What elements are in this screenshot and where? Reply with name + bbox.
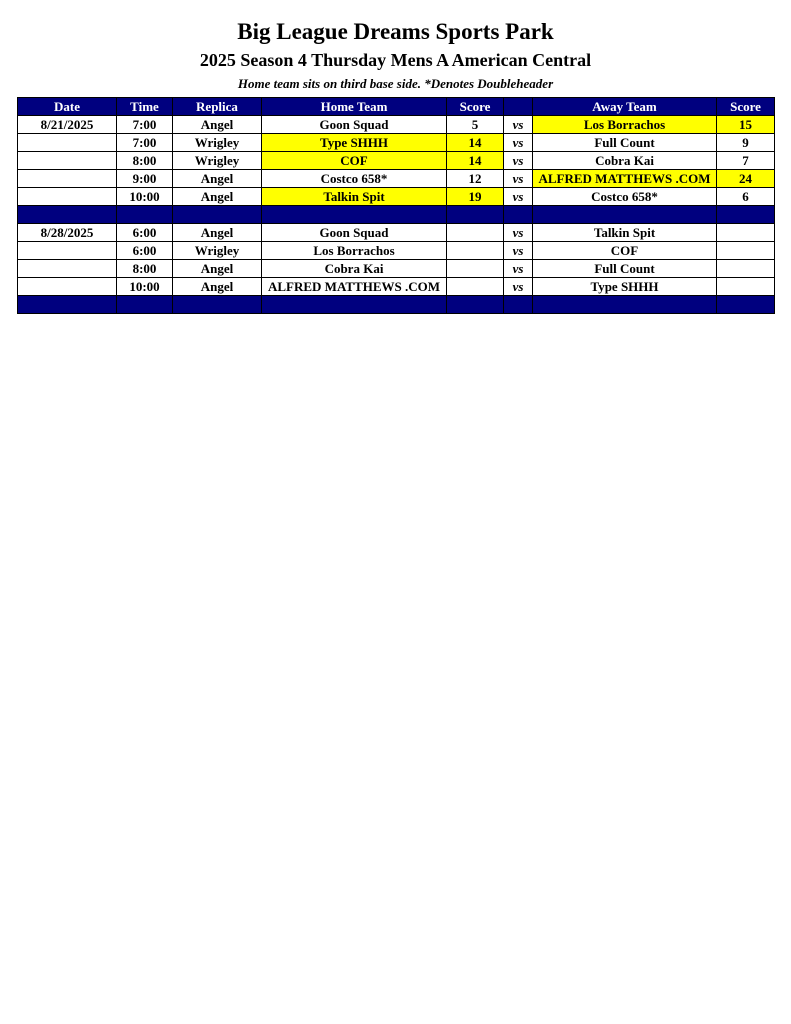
table-row <box>18 188 775 206</box>
home-score-winner: 19 <box>447 188 504 206</box>
vs-label: vs <box>504 260 533 278</box>
game-date <box>18 188 117 206</box>
vs-label: vs <box>504 152 533 170</box>
vs-label: vs <box>504 224 533 242</box>
game-date <box>18 278 117 296</box>
table-row <box>18 242 775 260</box>
away-team: Full Count <box>533 134 717 152</box>
away-score-winner: 24 <box>717 170 775 188</box>
home-score-winner: 14 <box>447 134 504 152</box>
header-row <box>18 98 775 116</box>
week-separator <box>18 206 775 224</box>
game-time: 10:00 <box>117 278 173 296</box>
col-home-team-header: Home Team <box>262 98 447 116</box>
game-field: Wrigley <box>173 134 262 152</box>
away-score: 9 <box>717 134 775 152</box>
game-time: 7:00 <box>117 134 173 152</box>
home-score <box>447 260 504 278</box>
home-team-winner: COF <box>262 152 447 170</box>
game-date <box>18 152 117 170</box>
game-time: 7:00 <box>117 116 173 134</box>
game-time: 9:00 <box>117 170 173 188</box>
col-away-score-header: Score <box>717 98 775 116</box>
game-field: Angel <box>173 170 262 188</box>
away-team: Type SHHH <box>533 278 717 296</box>
vs-label: vs <box>504 170 533 188</box>
vs-label: vs <box>504 116 533 134</box>
home-score <box>447 224 504 242</box>
game-date <box>18 242 117 260</box>
page-title: Big League Dreams Sports Park <box>237 19 554 44</box>
game-time: 6:00 <box>117 242 173 260</box>
col-away-team-header: Away Team <box>533 98 717 116</box>
game-field: Wrigley <box>173 242 262 260</box>
away-score <box>717 260 775 278</box>
vs-label: vs <box>504 278 533 296</box>
home-team: Goon Squad <box>262 224 447 242</box>
home-score: 12 <box>447 170 504 188</box>
home-score <box>447 242 504 260</box>
home-team-winner: Type SHHH <box>262 134 447 152</box>
away-team: COF <box>533 242 717 260</box>
game-field: Angel <box>173 188 262 206</box>
game-time: 10:00 <box>117 188 173 206</box>
col-home-score-header: Score <box>447 98 504 116</box>
away-score <box>717 242 775 260</box>
game-date <box>18 260 117 278</box>
table-row <box>18 224 775 242</box>
game-time: 8:00 <box>117 260 173 278</box>
home-team: Cobra Kai <box>262 260 447 278</box>
table-row <box>18 278 775 296</box>
away-team: Costco 658* <box>533 188 717 206</box>
home-team: Los Borrachos <box>262 242 447 260</box>
table-row <box>18 134 775 152</box>
table-row <box>18 152 775 170</box>
away-team-winner: ALFRED MATTHEWS .COM <box>533 170 717 188</box>
table-row <box>18 260 775 278</box>
game-date <box>18 170 117 188</box>
table-row <box>18 116 775 134</box>
table-row <box>18 170 775 188</box>
game-time: 6:00 <box>117 224 173 242</box>
away-score <box>717 278 775 296</box>
doubleheader-note: Home team sits on third base side. *Denotes Doubleheader <box>237 76 554 91</box>
vs-label: vs <box>504 242 533 260</box>
away-team: Cobra Kai <box>533 152 717 170</box>
col-date-header: Date <box>18 98 117 116</box>
away-team-winner: Los Borrachos <box>533 116 717 134</box>
away-score: 6 <box>717 188 775 206</box>
game-date: 8/21/2025 <box>18 116 117 134</box>
game-field: Wrigley <box>173 152 262 170</box>
game-field: Angel <box>173 224 262 242</box>
col-replica-header: Replica <box>173 98 262 116</box>
game-field: Angel <box>173 260 262 278</box>
vs-label: vs <box>504 134 533 152</box>
home-score-winner: 14 <box>447 152 504 170</box>
away-team: Talkin Spit <box>533 224 717 242</box>
game-date <box>18 134 117 152</box>
game-field: Angel <box>173 116 262 134</box>
home-score <box>447 278 504 296</box>
vs-label: vs <box>504 188 533 206</box>
week-separator <box>18 296 775 314</box>
home-team: Costco 658* <box>262 170 447 188</box>
away-score <box>717 224 775 242</box>
game-time: 8:00 <box>117 152 173 170</box>
col-time-header: Time <box>117 98 173 116</box>
away-team: Full Count <box>533 260 717 278</box>
home-team: Goon Squad <box>262 116 447 134</box>
game-date: 8/28/2025 <box>18 224 117 242</box>
col-vs-header <box>504 98 533 116</box>
schedule-table <box>17 97 775 314</box>
home-score: 5 <box>447 116 504 134</box>
page-subtitle: 2025 Season 4 Thursday Mens A American Central <box>199 50 592 70</box>
game-field: Angel <box>173 278 262 296</box>
away-score: 7 <box>717 152 775 170</box>
away-score-winner: 15 <box>717 116 775 134</box>
home-team-winner: Talkin Spit <box>262 188 447 206</box>
home-team: ALFRED MATTHEWS .COM <box>262 278 447 296</box>
